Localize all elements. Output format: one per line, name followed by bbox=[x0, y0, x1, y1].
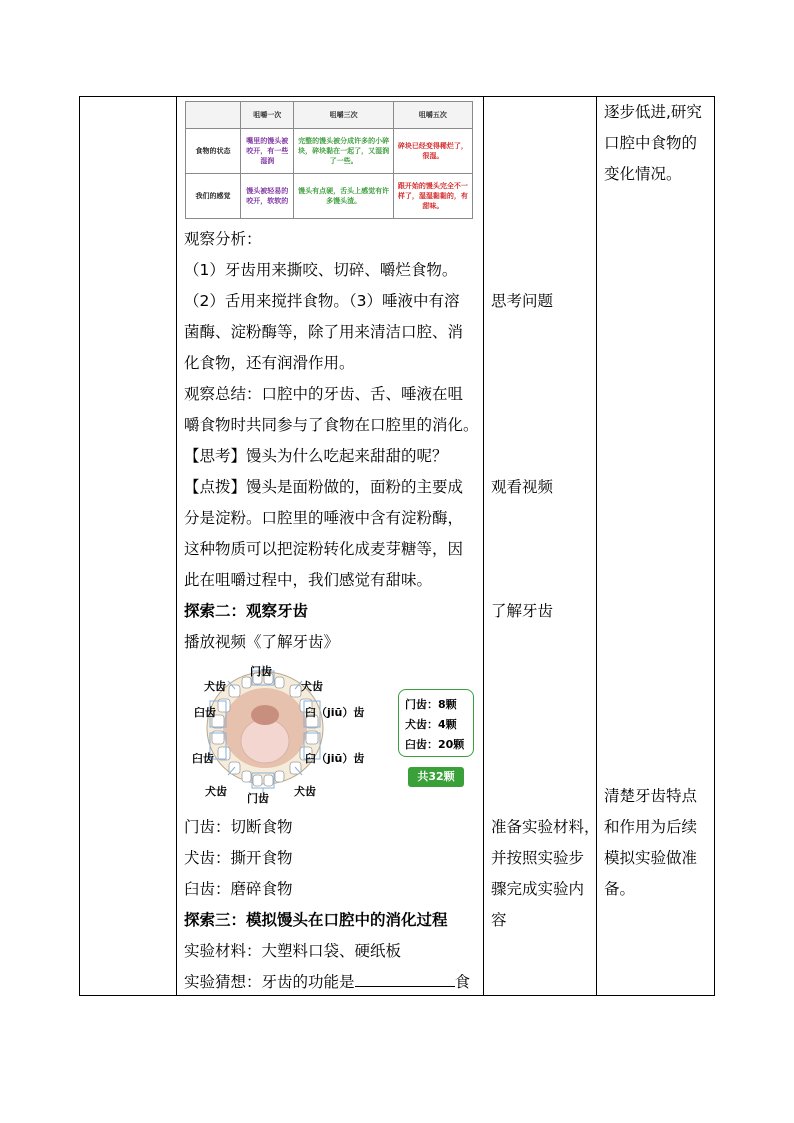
molar-function: 臼齿：磨碎食物 bbox=[184, 880, 293, 898]
analysis-point-2-cont: 菌酶、淀粉酶等，除了用来清洁口腔、消 bbox=[184, 323, 464, 341]
intent-4: 清楚牙齿特点 bbox=[604, 787, 698, 805]
column-divider bbox=[176, 97, 177, 995]
lesson-table bbox=[79, 96, 715, 996]
tongue bbox=[241, 719, 289, 763]
observation-summary-cont: 嚼食物时共同参与了食物在口腔里的消化。 bbox=[184, 416, 479, 434]
chew-cell: 碎块已经变得稀烂了，很湿。 bbox=[393, 129, 472, 174]
label-top-incisor: 门齿 bbox=[250, 665, 272, 678]
guess-line bbox=[184, 967, 470, 998]
chew-header-three: 咀嚼三次 bbox=[294, 102, 393, 129]
intent-5: 和作用为后续 bbox=[604, 818, 698, 836]
student-prep-2: 并按照实验步 bbox=[491, 849, 585, 867]
teeth-count-box bbox=[398, 689, 474, 757]
incisor-function: 门齿：切断食物 bbox=[184, 818, 293, 836]
materials-line: 实验材料：大塑料口袋、硬纸板 bbox=[184, 942, 402, 960]
chew-header-blank bbox=[186, 102, 241, 129]
think-question: 【思考】馒头为什么吃起来甜甜的呢？ bbox=[184, 447, 448, 465]
label-molar-left-1: 臼齿 bbox=[194, 706, 216, 719]
teeth-total-badge: 共32颗 bbox=[408, 767, 464, 787]
student-prep-4: 容 bbox=[491, 911, 507, 929]
chew-cell: 馒头被轻易的咬开，软软的 bbox=[241, 174, 294, 219]
analysis-point-2: （2）舌用来搅拌食物。（3）唾液中有溶 bbox=[184, 292, 460, 310]
tip-line-2: 分是淀粉。口腔里的唾液中含有淀粉酶， bbox=[184, 509, 464, 527]
tip-line-3: 这种物质可以把淀粉转化成麦芽糖等，因 bbox=[184, 540, 464, 558]
chewing-table bbox=[185, 101, 473, 219]
student-learn: 了解牙齿 bbox=[491, 602, 554, 620]
tip-line-4: 此在咀嚼过程中，我们感觉有甜味。 bbox=[184, 571, 433, 589]
analysis-point-1: （1）牙齿用来撕咬、切碎、嚼烂食物。 bbox=[184, 261, 458, 279]
student-prep-1: 准备实验材料， bbox=[491, 818, 600, 836]
chew-cell: 跟开始的馒头完全不一样了，湿湿黏黏的，有甜味。 bbox=[393, 174, 472, 219]
column-divider bbox=[483, 97, 484, 995]
intent-7: 备。 bbox=[604, 880, 636, 898]
chew-cell: 完整的馒头被分成许多的小碎块，碎块黏在一起了，又湿润了一些。 bbox=[294, 129, 393, 174]
label-bottom-incisor: 门齿 bbox=[247, 792, 269, 805]
count-molar: 臼齿：20颗 bbox=[405, 738, 465, 751]
guess-blank[interactable] bbox=[355, 968, 455, 987]
count-canine: 犬齿：4颗 bbox=[405, 718, 457, 731]
student-watch: 观看视频 bbox=[491, 478, 554, 496]
chew-row-label: 我们的感觉 bbox=[186, 174, 241, 219]
guess-text: 实验猜想：牙齿的功能是 bbox=[184, 973, 355, 991]
throat bbox=[251, 705, 279, 725]
video-line: 播放视频《了解牙齿》 bbox=[184, 633, 340, 651]
student-prep-3: 骤完成实验内 bbox=[491, 880, 585, 898]
tip-line-1: 【点拨】馒头是面粉做的，面粉的主要成 bbox=[184, 478, 464, 496]
guess-text-end: 食 bbox=[454, 973, 471, 991]
analysis-point-2-end: 化食物，还有润滑作用。 bbox=[184, 354, 355, 372]
label-molar-left-2: 臼齿 bbox=[192, 752, 214, 765]
count-incisor: 门齿：8颗 bbox=[405, 698, 457, 711]
explore-2-heading: 探索二：观察牙齿 bbox=[184, 602, 309, 620]
intent-3: 变化情况。 bbox=[604, 165, 682, 183]
analysis-title: 观察分析： bbox=[184, 230, 262, 248]
column-divider bbox=[596, 97, 597, 995]
chew-row-label: 食物的状态 bbox=[186, 129, 241, 174]
chew-cell: 嘴里的馒头被咬开，有一些湿润 bbox=[241, 129, 294, 174]
chew-header-five: 咀嚼五次 bbox=[393, 102, 472, 129]
intent-6: 模拟实验做准 bbox=[604, 849, 698, 867]
explore-3-heading: 探索三：模拟馒头在口腔中的消化过程 bbox=[184, 911, 448, 929]
observation-summary: 观察总结：口腔中的牙齿、舌、唾液在咀 bbox=[184, 385, 464, 403]
label-molar-right-1: 臼（jiū）齿 bbox=[305, 706, 365, 719]
student-think: 思考问题 bbox=[491, 292, 554, 310]
intent-1: 逐步低进,研究 bbox=[604, 103, 702, 121]
label-canine-top-left: 犬齿 bbox=[204, 680, 226, 693]
label-canine-top-right: 犬齿 bbox=[301, 680, 323, 693]
canine-function: 犬齿：撕开食物 bbox=[184, 849, 293, 867]
chew-header-once: 咀嚼一次 bbox=[241, 102, 294, 129]
label-molar-right-2: 臼（jiū）齿 bbox=[305, 752, 365, 765]
label-canine-bottom-right: 犬齿 bbox=[294, 785, 316, 798]
label-canine-bottom-left: 犬齿 bbox=[205, 785, 227, 798]
chew-cell: 馒头有点硬，舌头上感觉有许多馒头渣。 bbox=[294, 174, 393, 219]
intent-2: 口腔中食物的 bbox=[604, 134, 698, 152]
